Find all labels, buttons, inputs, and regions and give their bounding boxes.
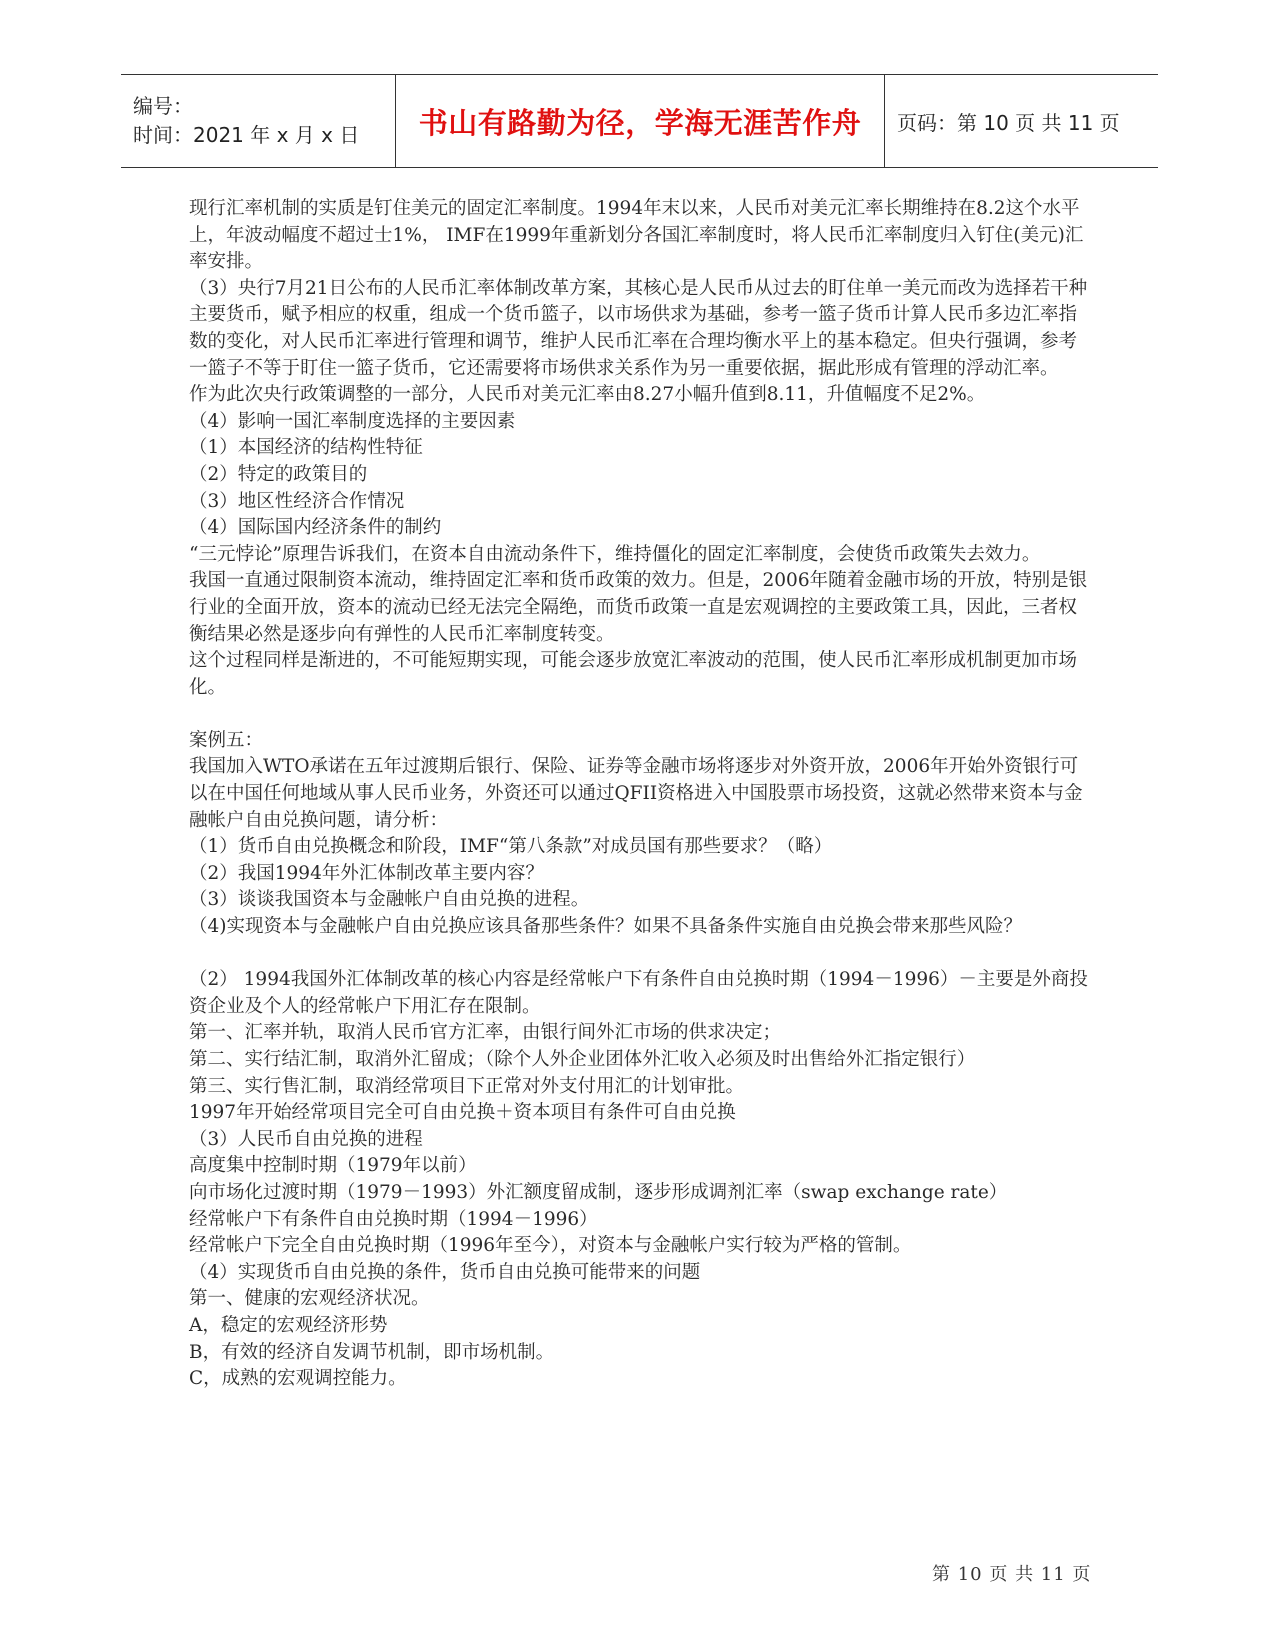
list-item: 第二、实行结汇制，取消外汇留成；（除个人外企业团体外汇收入必须及时出售给外汇指定银行） <box>189 1049 976 1070</box>
header-motto: 书山有路勤为径，学海无涯苦作舟 <box>396 75 885 168</box>
page-header <box>121 74 1158 168</box>
paragraph-exchange-rate-mechanism: 现行汇率机制的实质是钉住美元的固定汇率制度。1994年末以来，人民币对美元汇率长期维持在8.2这个水平上，年波动幅度不超过士1%， IMF在1999年重新划分各国汇率制度时，将人民币汇率制度归入钉住(美元)汇率安排。 <box>189 198 1084 273</box>
list-item: （2）特定的政策目的 <box>189 463 368 485</box>
page-footer: 第 10 页 共 11 页 <box>932 1564 1092 1585</box>
list-item: 向市场化过渡时期（1979－1993）外汇额度留成制，逐步形成调剂汇率（swap exchange rate） <box>189 1181 1008 1203</box>
list-item: （4）国际国内经济条件的制约 <box>189 517 442 539</box>
list-item: （4）影响一国汇率制度选择的主要因素 <box>189 410 516 432</box>
list-item: （1）本国经济的结构性特征 <box>189 437 423 459</box>
paragraph-reform-plan: （3）央行7月21日公布的人民币汇率体制改革方案，其核心是人民币从过去的盯住单一美元而改为选择若干种主要货币，赋予相应的权重，组成一个货币篮子，以市场供求为基础，参考一篮子货币计算人民币多边汇率指数的变化，对人民币汇率进行管理和调节，维护人民币汇率在合理均衡水平上的基本稳定。但央行强调，参考一篮子不等于盯住一篮子货币，它还需要将市场供求关系作为另一重要依据，据此形成有管理的浮动汇率。 <box>189 277 1088 379</box>
question-item: （3）谈谈我国资本与金融帐户自由兑换的进程。 <box>189 889 590 911</box>
paragraph-case-five: 我国加入WTO承诺在五年过渡期后银行、保险、证券等金融市场将逐步对外资开放，2006年开始外资银行可以在中国任何地域从事人民币业务，外资还可以通过QFII资格进入中国股票市场投资，这就必然带来资本与金融帐户自由兑换问题，请分析： <box>189 756 1083 831</box>
paragraph-trilemma: “三元悖论”原理告诉我们，在资本自由流动条件下，维持僵化的固定汇率制度，会使货币政策失去效力。 <box>189 543 1041 565</box>
paragraph-capital-flow: 我国一直通过限制资本流动，维持固定汇率和货币政策的效力。但是，2006年随着金融市场的开放，特别是银行业的全面开放，资本的流动已经无法完全隔绝，而货币政策一直是宏观调控的主要政策工具，因此，三者权衡结果必然是逐步向有弹性的人民币汇率制度转变。 <box>189 570 1088 645</box>
paragraph-gradual-process: 这个过程同样是渐进的，不可能短期实现，可能会逐步放宽汇率波动的范围，使人民币汇率形成机制更加市场化。 <box>189 650 1078 698</box>
list-item: 经常帐户下有条件自由兑换时期（1994－1996） <box>189 1208 598 1230</box>
list-item: 高度集中控制时期（1979年以前） <box>189 1155 477 1177</box>
list-item: （4）实现货币自由兑换的条件，货币自由兑换可能带来的问题 <box>189 1261 701 1283</box>
list-item: C，成熟的宏观调控能力。 <box>189 1368 407 1390</box>
paragraph-appreciation: 作为此次央行政策调整的一部分，人民币对美元汇率由8.27小幅升值到8.11，升值幅度不足2%。 <box>189 384 986 406</box>
list-item: （3）地区性经济合作情况 <box>189 490 405 512</box>
question-item: （4)实现资本与金融帐户自由兑换应该具备那些条件？如果不具备条件实施自由兑换会带来那些风险？ <box>189 916 1022 938</box>
paragraph-1994-reform: （2） 1994我国外汇体制改革的核心内容是经常帐户下有条件自由兑换时期（1994－1996）－主要是外商投资企业及个人的经常帐户下用汇存在限制。 <box>189 969 1088 1017</box>
list-item: 经常帐户下完全自由兑换时期（1996年至今），对资本与金融帐户实行较为严格的管制。 <box>189 1235 912 1257</box>
case-five-heading: 案例五： <box>189 729 264 751</box>
header-left-cell <box>121 75 396 168</box>
document-body <box>189 196 1094 1393</box>
list-item: 第一、汇率并轨，取消人民币官方汇率，由银行间外汇市场的供求决定； <box>189 1022 782 1044</box>
question-item: （2）我国1994年外汇体制改革主要内容？ <box>189 862 544 884</box>
list-item: 1997年开始经常项目完全可自由兑换＋资本项目有条件可自由兑换 <box>189 1102 736 1124</box>
list-item: 第一、健康的宏观经济状况。 <box>189 1288 430 1310</box>
list-item: A，稳定的宏观经济形势 <box>189 1314 388 1336</box>
list-item: （3）人民币自由兑换的进程 <box>189 1128 423 1150</box>
header-page-label: 页码：第 10 页 共 11 页 <box>885 75 1159 168</box>
question-item: （1）货币自由兑换概念和阶段，IMF“第八条款”对成员国有那些要求？（略） <box>189 836 833 858</box>
list-item: B，有效的经济自发调节机制，即市场机制。 <box>189 1341 555 1363</box>
list-item: 第三、实行售汇制，取消经常项目下正常对外支付用汇的计划审批。 <box>189 1075 745 1097</box>
document-time-label: 时间：2021 年 x 月 x 日 <box>133 123 360 147</box>
document-number-label: 编号： <box>133 94 193 118</box>
